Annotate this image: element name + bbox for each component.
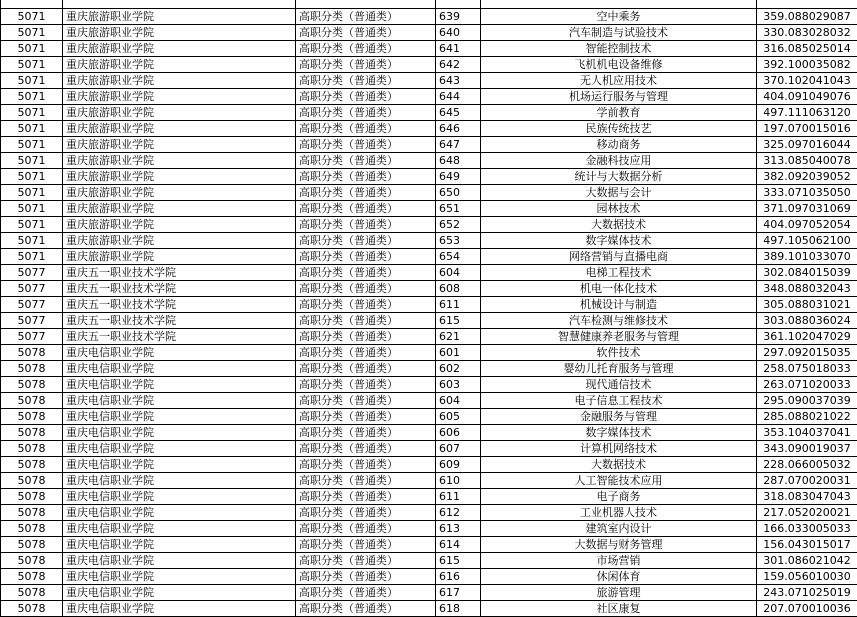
batch-cell: 高职分类（普通类） [296, 409, 436, 425]
major-code-cell: 609 [436, 457, 481, 473]
table-row [1, 137, 857, 153]
school-code-cell: 5078 [1, 601, 63, 617]
batch-cell: 高职分类（普通类） [296, 425, 436, 441]
major-name-cell: 计算机网络技术 [481, 441, 757, 457]
major-name-cell: 移动商务 [481, 137, 757, 153]
batch-cell: 高职分类（普通类） [296, 105, 436, 121]
score-cell: 389.101033070 [757, 249, 857, 265]
school-code-cell: 5071 [1, 41, 63, 57]
score-cell: 301.086021042 [757, 553, 857, 569]
major-code-cell: 614 [436, 537, 481, 553]
school-name-cell: 重庆旅游职业学院 [63, 57, 296, 73]
batch-cell: 高职分类（普通类） [296, 329, 436, 345]
score-cell: 228.066005032 [757, 457, 857, 473]
major-code-cell: 610 [436, 473, 481, 489]
school-code-cell: 5078 [1, 345, 63, 361]
major-code-cell: 615 [436, 313, 481, 329]
school-name-cell: 重庆旅游职业学院 [63, 9, 296, 25]
school-name-cell: 重庆旅游职业学院 [63, 217, 296, 233]
table-row [1, 265, 857, 281]
school-code-cell: 5071 [1, 89, 63, 105]
major-name-cell: 大数据技术 [481, 217, 757, 233]
batch-cell: 高职分类（普通类） [296, 89, 436, 105]
school-code-cell: 5077 [1, 329, 63, 345]
major-code-cell: 605 [436, 409, 481, 425]
major-code-cell: 653 [436, 233, 481, 249]
school-name-cell: 重庆电信职业学院 [63, 425, 296, 441]
major-name-cell: 金融服务与管理 [481, 409, 757, 425]
major-name-cell: 软件技术 [481, 345, 757, 361]
school-name-cell: 重庆电信职业学院 [63, 473, 296, 489]
batch-cell: 高职分类（普通类） [296, 249, 436, 265]
major-name-cell: 社区康复 [481, 601, 757, 617]
major-name-cell: 旅游管理 [481, 585, 757, 601]
table-row [1, 601, 857, 617]
score-cell: 303.088036024 [757, 313, 857, 329]
major-name-cell: 电梯工程技术 [481, 265, 757, 281]
score-cell: 330.083028032 [757, 25, 857, 41]
score-cell: 316.085025014 [757, 41, 857, 57]
school-code-cell: 5078 [1, 457, 63, 473]
major-name-cell: 建筑室内设计 [481, 521, 757, 537]
major-code-cell: 608 [436, 281, 481, 297]
major-name-cell: 无人机应用技术 [481, 73, 757, 89]
major-name-cell: 机电一体化技术 [481, 281, 757, 297]
major-code-cell: 641 [436, 41, 481, 57]
major-code-cell: 602 [436, 361, 481, 377]
table-row [1, 185, 857, 201]
table-row [1, 441, 857, 457]
school-name-cell: 重庆电信职业学院 [63, 377, 296, 393]
major-code-cell: 654 [436, 249, 481, 265]
table-row [1, 585, 857, 601]
school-code-cell: 5078 [1, 441, 63, 457]
score-cell: 348.088032043 [757, 281, 857, 297]
school-name-cell: 重庆旅游职业学院 [63, 153, 296, 169]
major-code-cell: 650 [436, 185, 481, 201]
major-name-cell: 网络营销与直播电商 [481, 249, 757, 265]
table-row [1, 537, 857, 553]
major-code-cell: 606 [436, 425, 481, 441]
school-code-cell: 5078 [1, 425, 63, 441]
school-code-cell: 5078 [1, 377, 63, 393]
school-name-cell: 重庆电信职业学院 [63, 537, 296, 553]
major-name-cell: 大数据与财务管理 [481, 537, 757, 553]
major-code-cell: 647 [436, 137, 481, 153]
table-row [1, 297, 857, 313]
cell-partial [63, 0, 296, 9]
school-code-cell: 5078 [1, 473, 63, 489]
school-code-cell: 5071 [1, 153, 63, 169]
score-cell: 325.097016044 [757, 137, 857, 153]
batch-cell: 高职分类（普通类） [296, 217, 436, 233]
school-name-cell: 重庆旅游职业学院 [63, 105, 296, 121]
batch-cell: 高职分类（普通类） [296, 585, 436, 601]
score-cell: 305.088031021 [757, 297, 857, 313]
major-name-cell: 金融科技应用 [481, 153, 757, 169]
score-cell: 333.071035050 [757, 185, 857, 201]
score-cell: 217.052020021 [757, 505, 857, 521]
score-cell: 497.105062100 [757, 233, 857, 249]
major-name-cell: 电子商务 [481, 489, 757, 505]
table-row [1, 41, 857, 57]
score-cell: 243.071025019 [757, 585, 857, 601]
school-name-cell: 重庆旅游职业学院 [63, 137, 296, 153]
major-name-cell: 数字媒体技术 [481, 233, 757, 249]
batch-cell: 高职分类（普通类） [296, 377, 436, 393]
major-code-cell: 603 [436, 377, 481, 393]
table-row-partial [1, 0, 857, 9]
school-code-cell: 5071 [1, 169, 63, 185]
batch-cell: 高职分类（普通类） [296, 25, 436, 41]
table-row [1, 281, 857, 297]
score-cell: 302.084015039 [757, 265, 857, 281]
batch-cell: 高职分类（普通类） [296, 137, 436, 153]
table-row [1, 345, 857, 361]
school-name-cell: 重庆旅游职业学院 [63, 233, 296, 249]
major-name-cell: 园林技术 [481, 201, 757, 217]
school-code-cell: 5071 [1, 73, 63, 89]
score-cell: 313.085040078 [757, 153, 857, 169]
score-cell: 392.100035082 [757, 57, 857, 73]
score-cell: 382.092039052 [757, 169, 857, 185]
major-name-cell: 休闲体育 [481, 569, 757, 585]
major-name-cell: 统计与大数据分析 [481, 169, 757, 185]
table-row [1, 553, 857, 569]
batch-cell: 高职分类（普通类） [296, 201, 436, 217]
score-cell: 371.097031069 [757, 201, 857, 217]
major-code-cell: 648 [436, 153, 481, 169]
major-code-cell: 645 [436, 105, 481, 121]
school-name-cell: 重庆电信职业学院 [63, 601, 296, 617]
table-row [1, 425, 857, 441]
school-name-cell: 重庆五一职业技术学院 [63, 313, 296, 329]
school-code-cell: 5078 [1, 489, 63, 505]
school-name-cell: 重庆电信职业学院 [63, 441, 296, 457]
major-code-cell: 652 [436, 217, 481, 233]
cell-partial [1, 0, 63, 9]
major-name-cell: 智能控制技术 [481, 41, 757, 57]
school-code-cell: 5071 [1, 137, 63, 153]
school-code-cell: 5071 [1, 105, 63, 121]
major-code-cell: 621 [436, 329, 481, 345]
major-name-cell: 现代通信技术 [481, 377, 757, 393]
score-cell: 318.083047043 [757, 489, 857, 505]
major-code-cell: 651 [436, 201, 481, 217]
major-name-cell: 学前教育 [481, 105, 757, 121]
school-code-cell: 5071 [1, 9, 63, 25]
school-name-cell: 重庆电信职业学院 [63, 409, 296, 425]
table-row [1, 329, 857, 345]
table-row [1, 89, 857, 105]
major-name-cell: 数字媒体技术 [481, 425, 757, 441]
major-name-cell: 工业机器人技术 [481, 505, 757, 521]
school-name-cell: 重庆旅游职业学院 [63, 249, 296, 265]
school-name-cell: 重庆旅游职业学院 [63, 25, 296, 41]
table-row [1, 313, 857, 329]
batch-cell: 高职分类（普通类） [296, 569, 436, 585]
school-name-cell: 重庆旅游职业学院 [63, 185, 296, 201]
score-cell: 263.071020033 [757, 377, 857, 393]
score-cell: 353.104037041 [757, 425, 857, 441]
school-name-cell: 重庆五一职业技术学院 [63, 281, 296, 297]
school-name-cell: 重庆电信职业学院 [63, 553, 296, 569]
table-row [1, 57, 857, 73]
major-code-cell: 618 [436, 601, 481, 617]
score-cell: 159.056010030 [757, 569, 857, 585]
school-name-cell: 重庆旅游职业学院 [63, 73, 296, 89]
school-code-cell: 5078 [1, 553, 63, 569]
batch-cell: 高职分类（普通类） [296, 265, 436, 281]
school-name-cell: 重庆电信职业学院 [63, 345, 296, 361]
major-name-cell: 电子信息工程技术 [481, 393, 757, 409]
score-cell: 497.111063120 [757, 105, 857, 121]
batch-cell: 高职分类（普通类） [296, 473, 436, 489]
major-name-cell: 机场运行服务与管理 [481, 89, 757, 105]
batch-cell: 高职分类（普通类） [296, 553, 436, 569]
school-name-cell: 重庆电信职业学院 [63, 489, 296, 505]
school-code-cell: 5077 [1, 265, 63, 281]
school-code-cell: 5078 [1, 537, 63, 553]
score-cell: 258.075018033 [757, 361, 857, 377]
school-code-cell: 5078 [1, 521, 63, 537]
table-row [1, 105, 857, 121]
score-cell: 343.090019037 [757, 441, 857, 457]
major-name-cell: 空中乘务 [481, 9, 757, 25]
batch-cell: 高职分类（普通类） [296, 441, 436, 457]
batch-cell: 高职分类（普通类） [296, 313, 436, 329]
school-code-cell: 5078 [1, 505, 63, 521]
batch-cell: 高职分类（普通类） [296, 361, 436, 377]
major-name-cell: 大数据与会计 [481, 185, 757, 201]
batch-cell: 高职分类（普通类） [296, 505, 436, 521]
table-row [1, 569, 857, 585]
score-cell: 297.092015035 [757, 345, 857, 361]
batch-cell: 高职分类（普通类） [296, 233, 436, 249]
school-code-cell: 5071 [1, 121, 63, 137]
batch-cell: 高职分类（普通类） [296, 537, 436, 553]
table-row [1, 217, 857, 233]
batch-cell: 高职分类（普通类） [296, 393, 436, 409]
major-name-cell: 飞机机电设备维修 [481, 57, 757, 73]
school-name-cell: 重庆旅游职业学院 [63, 121, 296, 137]
school-name-cell: 重庆电信职业学院 [63, 393, 296, 409]
table-row [1, 361, 857, 377]
school-code-cell: 5071 [1, 249, 63, 265]
table-row [1, 505, 857, 521]
batch-cell: 高职分类（普通类） [296, 169, 436, 185]
table-row [1, 249, 857, 265]
score-cell: 166.033005033 [757, 521, 857, 537]
school-code-cell: 5071 [1, 57, 63, 73]
batch-cell: 高职分类（普通类） [296, 73, 436, 89]
major-code-cell: 612 [436, 505, 481, 521]
table-row [1, 409, 857, 425]
major-code-cell: 639 [436, 9, 481, 25]
batch-cell: 高职分类（普通类） [296, 9, 436, 25]
major-name-cell: 婴幼儿托育服务与管理 [481, 361, 757, 377]
score-cell: 295.090037039 [757, 393, 857, 409]
major-code-cell: 649 [436, 169, 481, 185]
table-row [1, 393, 857, 409]
major-name-cell: 汽车检测与维修技术 [481, 313, 757, 329]
table-row [1, 489, 857, 505]
batch-cell: 高职分类（普通类） [296, 457, 436, 473]
table-row [1, 457, 857, 473]
table-row [1, 201, 857, 217]
major-code-cell: 640 [436, 25, 481, 41]
school-code-cell: 5078 [1, 409, 63, 425]
school-code-cell: 5077 [1, 297, 63, 313]
cell-partial [481, 0, 757, 9]
major-name-cell: 大数据技术 [481, 457, 757, 473]
major-name-cell: 民族传统技艺 [481, 121, 757, 137]
batch-cell: 高职分类（普通类） [296, 57, 436, 73]
score-cell: 359.088029087 [757, 9, 857, 25]
major-code-cell: 615 [436, 553, 481, 569]
major-code-cell: 604 [436, 265, 481, 281]
score-cell: 197.070015016 [757, 121, 857, 137]
school-name-cell: 重庆电信职业学院 [63, 585, 296, 601]
score-cell: 404.097052054 [757, 217, 857, 233]
major-code-cell: 607 [436, 441, 481, 457]
batch-cell: 高职分类（普通类） [296, 185, 436, 201]
school-name-cell: 重庆五一职业技术学院 [63, 265, 296, 281]
table-row [1, 121, 857, 137]
major-code-cell: 611 [436, 489, 481, 505]
school-code-cell: 5078 [1, 569, 63, 585]
batch-cell: 高职分类（普通类） [296, 153, 436, 169]
school-code-cell: 5077 [1, 313, 63, 329]
school-name-cell: 重庆旅游职业学院 [63, 41, 296, 57]
major-code-cell: 646 [436, 121, 481, 137]
table-row [1, 169, 857, 185]
score-cell: 404.091049076 [757, 89, 857, 105]
major-name-cell: 市场营销 [481, 553, 757, 569]
major-name-cell: 机械设计与制造 [481, 297, 757, 313]
table-row [1, 233, 857, 249]
major-code-cell: 611 [436, 297, 481, 313]
school-name-cell: 重庆旅游职业学院 [63, 169, 296, 185]
school-name-cell: 重庆电信职业学院 [63, 361, 296, 377]
major-code-cell: 604 [436, 393, 481, 409]
batch-cell: 高职分类（普通类） [296, 601, 436, 617]
major-name-cell: 智慧健康养老服务与管理 [481, 329, 757, 345]
cell-partial [757, 0, 857, 9]
cell-partial [296, 0, 436, 9]
table-row [1, 473, 857, 489]
table-row [1, 25, 857, 41]
batch-cell: 高职分类（普通类） [296, 345, 436, 361]
major-code-cell: 617 [436, 585, 481, 601]
school-name-cell: 重庆电信职业学院 [63, 569, 296, 585]
school-name-cell: 重庆五一职业技术学院 [63, 329, 296, 345]
major-code-cell: 601 [436, 345, 481, 361]
major-code-cell: 644 [436, 89, 481, 105]
score-cell: 370.102041043 [757, 73, 857, 89]
batch-cell: 高职分类（普通类） [296, 281, 436, 297]
school-code-cell: 5071 [1, 25, 63, 41]
major-code-cell: 642 [436, 57, 481, 73]
table-row [1, 153, 857, 169]
score-cell: 287.070020031 [757, 473, 857, 489]
school-name-cell: 重庆电信职业学院 [63, 521, 296, 537]
school-code-cell: 5078 [1, 585, 63, 601]
school-name-cell: 重庆旅游职业学院 [63, 89, 296, 105]
major-code-cell: 616 [436, 569, 481, 585]
score-cell: 207.070010036 [757, 601, 857, 617]
school-code-cell: 5071 [1, 201, 63, 217]
school-code-cell: 5078 [1, 361, 63, 377]
school-code-cell: 5078 [1, 393, 63, 409]
school-code-cell: 5077 [1, 281, 63, 297]
major-name-cell: 人工智能技术应用 [481, 473, 757, 489]
school-name-cell: 重庆五一职业技术学院 [63, 297, 296, 313]
table-row [1, 73, 857, 89]
batch-cell: 高职分类（普通类） [296, 41, 436, 57]
score-cell: 156.043015017 [757, 537, 857, 553]
table-row [1, 377, 857, 393]
cell-partial [436, 0, 481, 9]
batch-cell: 高职分类（普通类） [296, 297, 436, 313]
major-name-cell: 汽车制造与试验技术 [481, 25, 757, 41]
school-code-cell: 5071 [1, 185, 63, 201]
batch-cell: 高职分类（普通类） [296, 121, 436, 137]
table-row [1, 9, 857, 25]
major-code-cell: 613 [436, 521, 481, 537]
school-name-cell: 重庆电信职业学院 [63, 457, 296, 473]
school-code-cell: 5071 [1, 233, 63, 249]
score-cell: 285.088021022 [757, 409, 857, 425]
score-cell: 361.102047029 [757, 329, 857, 345]
school-code-cell: 5071 [1, 217, 63, 233]
batch-cell: 高职分类（普通类） [296, 521, 436, 537]
school-name-cell: 重庆电信职业学院 [63, 505, 296, 521]
table-row [1, 521, 857, 537]
school-name-cell: 重庆旅游职业学院 [63, 201, 296, 217]
batch-cell: 高职分类（普通类） [296, 489, 436, 505]
major-code-cell: 643 [436, 73, 481, 89]
table-body [1, 0, 857, 617]
